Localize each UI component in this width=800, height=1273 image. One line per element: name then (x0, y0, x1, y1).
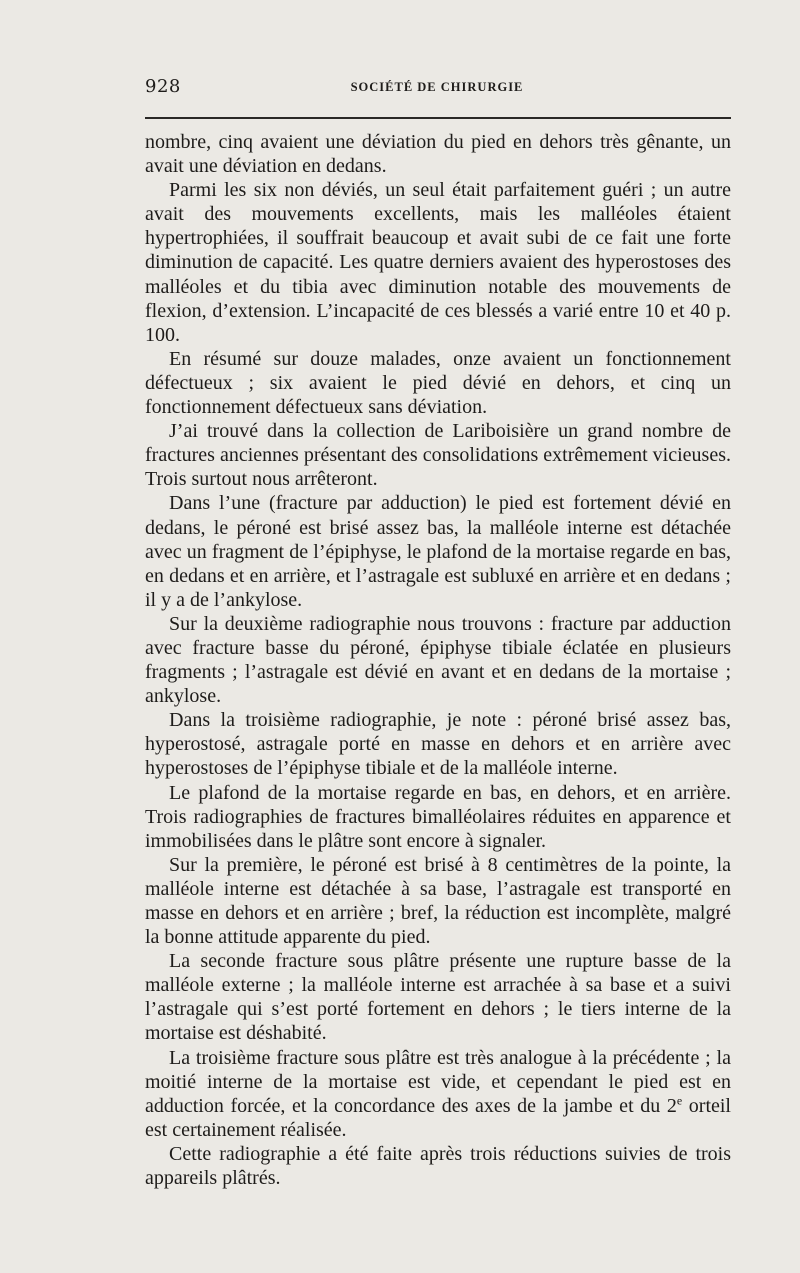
paragraph: Parmi les six non déviés, un seul était parfaitement guéri ; un autre avait des mouvements excellents, mais les malléoles étaient hypertrophiées, il souffrait beaucoup et avait subi de ce fait une forte diminution de capacité. Les quatre derniers avaient des hyperostoses des malléoles et du tibia avec diminution notable des mouvements de flexion, d’extension. L’incapacité de ces blessés a varié entre 10 et 40 p. 100. (145, 179, 731, 346)
paragraph: Dans la troisième radiographie, je note : péroné brisé assez bas, hyperostosé, astragale porté en masse en dehors et en arrière avec hyperostoses de l’épiphyse tibiale et de la malléole interne. (145, 709, 731, 780)
paragraph: La seconde fracture sous plâtre présente une rupture basse de la malléole externe ; la malléole interne est arrachée à sa base et a suivi l’astragale qui s’est porté fortement en dehors ; le tiers interne de la mortaise est déshabité. (145, 950, 731, 1045)
page-header (145, 76, 729, 102)
paragraph: J’ai trouvé dans la collection de Lariboisière un grand nombre de fractures anciennes présentant des consolidations extrêmement vicieuses. Trois surtout nous arrêteront. (145, 420, 731, 491)
paragraph: Sur la deuxième radiographie nous trouvons : fracture par adduction avec fracture basse du péroné, épiphyse tibiale éclatée en plusieurs fragments ; l’astragale est dévié en avant et en dedans de la mortaise ; ankylose. (145, 612, 731, 708)
paragraph (145, 1046, 731, 1142)
header-rule (145, 117, 731, 119)
paragraph: Cette radiographie a été faite après trois réductions suivies de trois appareils plâtrés. (145, 1142, 731, 1190)
paragraph: Sur la première, le péroné est brisé à 8 centimètres de la pointe, la malléole interne est détachée à sa base, l’astragale est transporté en masse en dehors et en arrière ; bref, la réduction est incomplète, malgré la bonne attitude apparente du pied. (145, 853, 731, 949)
paragraph: Le plafond de la mortaise regarde en bas, en dehors, et en arrière. Trois radiographies de fractures bimalléolaires réduites en apparence et immobilisées dans le plâtre sont encore à signaler. (145, 781, 731, 852)
body-text (145, 130, 731, 1190)
page-number: 928 (145, 76, 181, 97)
paragraph: nombre, cinq avaient une déviation du pied en dehors très gênante, un avait une déviation en dedans. (145, 131, 731, 178)
paragraph: En résumé sur douze malades, onze avaient un fonctionnement défectueux ; six avaient le pied dévié en dehors, et cinq un fonctionnement défectueux sans déviation. (145, 347, 731, 419)
paragraph-text: La troisième fracture sous plâtre est très analogue à la précédente ; la moitié interne de la mortaise est vide, et cependant le pied est en adduction forcée, et la concordance des axes de la jambe et du 2 (145, 1046, 731, 1117)
paragraph-text-tail: orteil est certainement réalisée. (145, 1094, 731, 1141)
ordinal-superscript: e (676, 1093, 683, 1108)
paragraph: Dans l’une (fracture par adduction) le pied est fortement dévié en dedans, le péroné est brisé assez bas, la malléole interne est détachée avec un fragment de l’épiphyse, le plafond de la mortaise regarde en bas, en dedans et en arrière, et l’astragale est subluxé en arrière et en dedans ; il y a de l’ankylose. (145, 492, 731, 611)
running-title: SOCIÉTÉ DE CHIRURGIE (350, 80, 524, 94)
